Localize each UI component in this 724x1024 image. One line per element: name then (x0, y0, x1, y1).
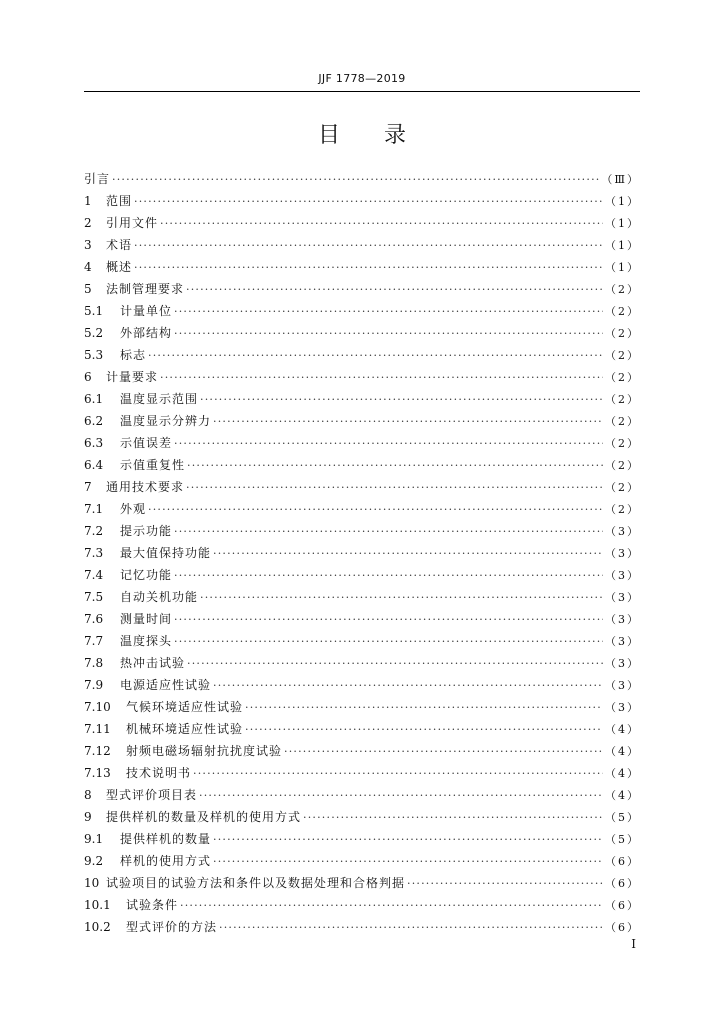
toc-entry-number: 7.11 (84, 722, 111, 736)
toc-entry[interactable] (84, 476, 640, 498)
toc-dot-leader (200, 389, 603, 411)
table-of-contents (84, 168, 640, 938)
toc-entry[interactable] (84, 542, 640, 564)
toc-dot-leader (186, 477, 603, 499)
toc-entry-label: 外部结构 (120, 326, 173, 340)
toc-entry[interactable] (84, 498, 640, 520)
toc-entry-label: 测量时间 (120, 612, 173, 626)
toc-entry-number: 10 (84, 876, 100, 890)
toc-entry-page: （5） (605, 811, 640, 824)
toc-entry-page: （2） (605, 371, 640, 384)
toc-dot-leader (200, 587, 603, 609)
toc-entry-page: （4） (605, 767, 640, 780)
toc-dot-leader (112, 169, 599, 191)
toc-entry[interactable] (84, 520, 640, 542)
toc-entry-page: （1） (605, 217, 640, 230)
toc-dot-leader (148, 345, 603, 367)
toc-entry-label: 射频电磁场辐射抗扰度试验 (126, 744, 283, 758)
toc-entry-page: （3） (605, 547, 640, 560)
toc-entry-page: （Ⅲ） (601, 173, 640, 186)
toc-entry-page: （3） (605, 679, 640, 692)
toc-entry-label: 型式评价的方法 (126, 920, 218, 934)
toc-entry-page: （1） (605, 261, 640, 274)
toc-entry-page: （3） (605, 569, 640, 582)
toc-entry-page: （6） (605, 921, 640, 934)
toc-entry[interactable] (84, 652, 640, 674)
toc-entry[interactable] (84, 344, 640, 366)
toc-dot-leader (134, 257, 603, 279)
toc-entry-label: 技术说明书 (126, 766, 192, 780)
toc-entry[interactable] (84, 366, 640, 388)
toc-entry-number: 4 (84, 260, 92, 274)
toc-dot-leader (186, 279, 603, 301)
toc-entry-page: （1） (605, 195, 640, 208)
toc-entry-label: 热冲击试验 (120, 656, 186, 670)
toc-entry-label: 自动关机功能 (120, 590, 199, 604)
toc-entry[interactable] (84, 278, 640, 300)
toc-entry-number: 6.3 (84, 436, 104, 450)
toc-entry-page: （2） (605, 283, 640, 296)
toc-dot-leader (174, 301, 603, 323)
toc-dot-leader (134, 191, 603, 213)
toc-entry-number: 7.8 (84, 656, 104, 670)
toc-entry[interactable] (84, 212, 640, 234)
toc-dot-leader (174, 631, 603, 653)
toc-entry-number: 7.13 (84, 766, 111, 780)
toc-entry-page: （3） (605, 525, 640, 538)
toc-entry-number: 6 (84, 370, 92, 384)
toc-entry-label: 引用文件 (106, 216, 159, 230)
toc-entry[interactable] (84, 630, 640, 652)
toc-entry-page: （2） (605, 459, 640, 472)
toc-entry-page: （2） (605, 349, 640, 362)
toc-entry-number: 6.4 (84, 458, 104, 472)
toc-entry-label: 试验条件 (126, 898, 179, 912)
toc-entry-label: 电源适应性试验 (120, 678, 212, 692)
toc-entry-number: 7.6 (84, 612, 104, 626)
toc-entry[interactable] (84, 740, 640, 762)
toc-entry-number: 2 (84, 216, 92, 230)
toc-entry-label: 外观 (120, 502, 147, 516)
toc-entry[interactable] (84, 234, 640, 256)
toc-entry-number: 6.2 (84, 414, 104, 428)
toc-dot-leader (199, 785, 603, 807)
toc-entry[interactable] (84, 894, 640, 916)
toc-dot-leader (134, 235, 603, 257)
toc-entry-page: （4） (605, 723, 640, 736)
toc-entry-label: 温度显示分辨力 (120, 414, 212, 428)
toc-entry-number: 10.1 (84, 898, 111, 912)
toc-dot-leader (219, 917, 603, 939)
toc-entry[interactable] (84, 762, 640, 784)
toc-entry-label: 通用技术要求 (106, 480, 185, 494)
toc-dot-leader (174, 521, 603, 543)
toc-entry-number: 7 (84, 480, 92, 494)
toc-entry[interactable] (84, 388, 640, 410)
toc-entry-label: 试验项目的试验方法和条件以及数据处理和合格判据 (106, 876, 406, 890)
toc-dot-leader (160, 213, 603, 235)
toc-entry-number: 9.1 (84, 832, 104, 846)
toc-entry-label: 最大值保持功能 (120, 546, 212, 560)
toc-entry[interactable] (84, 190, 640, 212)
toc-entry-label: 温度探头 (120, 634, 173, 648)
page-number: Ⅰ (631, 937, 636, 951)
toc-entry[interactable] (84, 674, 640, 696)
toc-entry-label: 提供样机的数量及样机的使用方式 (106, 810, 302, 824)
title-char-2: 录 (384, 123, 407, 148)
toc-dot-leader (213, 851, 603, 873)
toc-entry[interactable] (84, 872, 640, 894)
toc-entry-label: 引言 (84, 172, 111, 186)
toc-entry[interactable] (84, 432, 640, 454)
toc-dot-leader (174, 565, 603, 587)
toc-entry-number: 5.3 (84, 348, 104, 362)
toc-entry[interactable] (84, 718, 640, 740)
toc-entry-label: 样机的使用方式 (120, 854, 212, 868)
toc-entry-page: （2） (605, 437, 640, 450)
toc-entry-number: 7.9 (84, 678, 104, 692)
toc-entry-number: 7.1 (84, 502, 104, 516)
toc-entry-label: 示值误差 (120, 436, 173, 450)
toc-entry-page: （2） (605, 327, 640, 340)
toc-entry-number: 7.10 (84, 700, 111, 714)
header-rule (84, 91, 640, 92)
toc-entry-number: 9.2 (84, 854, 104, 868)
toc-entry[interactable] (84, 454, 640, 476)
toc-entry-label: 记忆功能 (120, 568, 173, 582)
toc-entry-label: 机械环境适应性试验 (126, 722, 244, 736)
toc-dot-leader (245, 719, 603, 741)
toc-entry-page: （6） (605, 855, 640, 868)
toc-entry-number: 7.7 (84, 634, 104, 648)
toc-dot-leader (148, 499, 603, 521)
toc-dot-leader (174, 433, 603, 455)
toc-entry[interactable] (84, 410, 640, 432)
toc-entry-page: （2） (605, 305, 640, 318)
toc-entry-label: 计量要求 (106, 370, 159, 384)
toc-entry-number: 7.5 (84, 590, 104, 604)
toc-entry[interactable] (84, 806, 640, 828)
toc-entry-page: （3） (605, 701, 640, 714)
toc-entry[interactable] (84, 850, 640, 872)
toc-entry[interactable] (84, 168, 640, 190)
toc-entry-label: 示值重复性 (120, 458, 186, 472)
toc-entry-page: （2） (605, 481, 640, 494)
toc-entry-label: 提供样机的数量 (120, 832, 212, 846)
toc-entry-label: 法制管理要求 (106, 282, 185, 296)
toc-entry-label: 提示功能 (120, 524, 173, 538)
toc-entry-number: 3 (84, 238, 92, 252)
toc-entry-label: 型式评价项目表 (106, 788, 198, 802)
toc-entry[interactable] (84, 608, 640, 630)
toc-entry-label: 概述 (106, 260, 133, 274)
toc-entry-page: （3） (605, 635, 640, 648)
toc-entry-page: （6） (605, 899, 640, 912)
toc-entry[interactable] (84, 828, 640, 850)
toc-entry-label: 计量单位 (120, 304, 173, 318)
toc-dot-leader (303, 807, 603, 829)
toc-dot-leader (213, 829, 603, 851)
toc-dot-leader (284, 741, 603, 763)
toc-entry-number: 7.12 (84, 744, 111, 758)
toc-dot-leader (245, 697, 603, 719)
toc-entry-label: 气候环境适应性试验 (126, 700, 244, 714)
toc-dot-leader (180, 895, 603, 917)
toc-entry-page: （3） (605, 591, 640, 604)
toc-entry[interactable] (84, 784, 640, 806)
toc-entry-number: 5.2 (84, 326, 104, 340)
toc-entry-number: 5.1 (84, 304, 104, 318)
toc-entry-page: （3） (605, 613, 640, 626)
title-char-1: 目 (317, 123, 340, 148)
toc-entry-number: 5 (84, 282, 92, 296)
toc-entry-page: （1） (605, 239, 640, 252)
toc-entry[interactable] (84, 256, 640, 278)
toc-dot-leader (407, 873, 603, 895)
toc-dot-leader (193, 763, 603, 785)
toc-entry[interactable] (84, 586, 640, 608)
toc-entry-page: （2） (605, 393, 640, 406)
toc-entry-number: 7.3 (84, 546, 104, 560)
toc-entry-page: （5） (605, 833, 640, 846)
page-title (84, 118, 640, 149)
toc-entry-label: 标志 (120, 348, 147, 362)
toc-entry-number: 1 (84, 194, 92, 208)
toc-dot-leader (213, 411, 603, 433)
toc-entry[interactable] (84, 564, 640, 586)
toc-entry[interactable] (84, 322, 640, 344)
toc-dot-leader (213, 675, 603, 697)
toc-entry-number: 7.4 (84, 568, 104, 582)
toc-entry-page: （3） (605, 657, 640, 670)
toc-entry-number: 7.2 (84, 524, 104, 538)
toc-entry-number: 10.2 (84, 920, 111, 934)
toc-entry-number: 9 (84, 810, 92, 824)
toc-dot-leader (174, 323, 603, 345)
toc-entry-number: 6.1 (84, 392, 104, 406)
toc-entry-page: （2） (605, 503, 640, 516)
toc-entry[interactable] (84, 300, 640, 322)
toc-dot-leader (187, 653, 603, 675)
toc-entry-page: （4） (605, 745, 640, 758)
toc-dot-leader (213, 543, 603, 565)
toc-dot-leader (174, 609, 603, 631)
toc-entry-label: 范围 (106, 194, 133, 208)
toc-entry[interactable] (84, 696, 640, 718)
toc-dot-leader (187, 455, 603, 477)
toc-entry-page: （6） (605, 877, 640, 890)
toc-entry-number: 8 (84, 788, 92, 802)
toc-dot-leader (160, 367, 603, 389)
toc-entry-label: 温度显示范围 (120, 392, 199, 406)
document-code-header: JJF 1778—2019 (318, 72, 406, 85)
toc-entry-label: 术语 (106, 238, 133, 252)
toc-entry-page: （4） (605, 789, 640, 802)
toc-entry[interactable] (84, 916, 640, 938)
toc-entry-page: （2） (605, 415, 640, 428)
